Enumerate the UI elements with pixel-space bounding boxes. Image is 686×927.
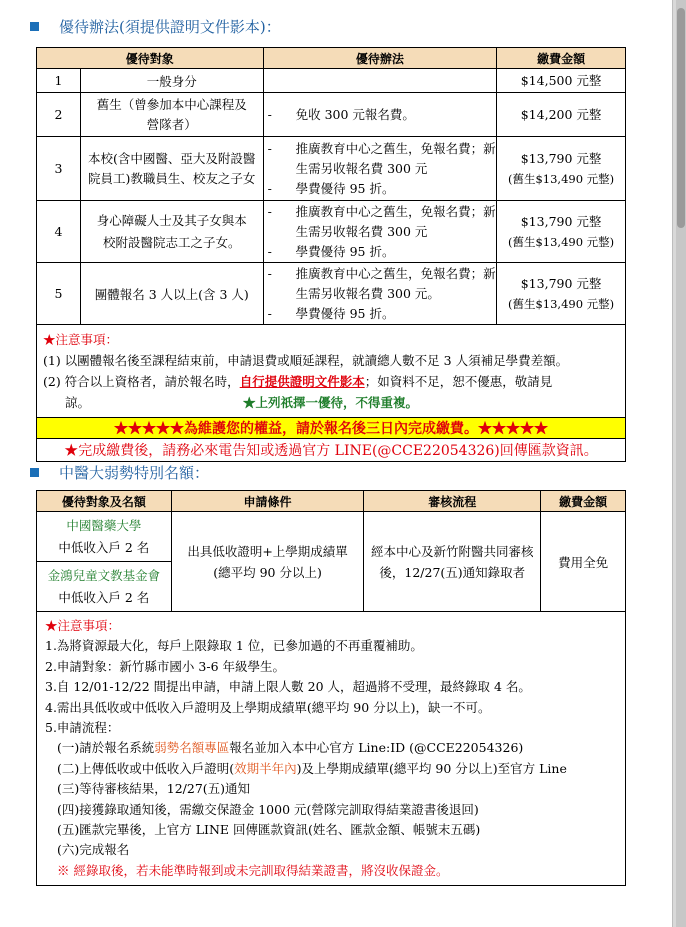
row-fee-old: (舊生$13,490 元整) bbox=[507, 296, 615, 311]
table-row: 2 舊生（曾參加本中心課程及營隊者） - 免收 300 元報名費。 $14,200 元整 bbox=[37, 93, 626, 137]
header-condition: 申請條件 bbox=[171, 491, 364, 512]
note-single-discount: ★上列祇擇一優待，不得重複。 bbox=[243, 395, 419, 410]
row-fee: $14,200 元整 bbox=[497, 93, 626, 137]
note-3: 3.自 12/01-12/22 間提出申請，申請上限人數 20 人，超過將不受理，最終錄取 4 名。 bbox=[45, 679, 531, 695]
section2-heading bbox=[30, 462, 209, 483]
line-notice: ★完成繳費後，請務必來電告知或透過官方 LINE(@CCE22054326)回傳匯款資訊。 bbox=[37, 439, 626, 462]
square-bullet-icon bbox=[30, 22, 39, 31]
section1-title: 優待辦法(須提供證明文件影本)： bbox=[59, 18, 281, 36]
step-3: (三)等待審核結果，12/27(五)通知 bbox=[57, 781, 251, 797]
table-row: 3 本校(含中國醫、亞大及附設醫院員工)教職員生、校友之子女 - 推廣教育中心之舊生，免報名費；新生需另收報名費 300 元 - 學費優待 95 折。 $13,790 元整 (舊生$13,490 元整) bbox=[37, 137, 626, 201]
table-row: 5 團體報名 3 人以上(含 3 人) - 推廣教育中心之舊生，免報名費；新生需另收報名費 300 元。 - 學費優待 95 折。 $13,790 元整 (舊生$13,490 元整) bbox=[37, 263, 626, 325]
row-number: 3 bbox=[37, 137, 81, 201]
org-cmu-quota: 中低收入戶 2 名 bbox=[58, 539, 150, 555]
deposit-warning: ※ 經錄取後，若未能準時報到或未完訓取得結業證書，將沒收保證金。 bbox=[57, 862, 449, 878]
header-fee: 繳費金額 bbox=[497, 48, 626, 69]
notes-title: ★注意事項： bbox=[45, 618, 121, 633]
org-foundation-quota: 中低收入戶 2 名 bbox=[58, 589, 150, 605]
row-fee-old: (舊生$13,490 元整) bbox=[507, 234, 615, 249]
row-target: 本校(含中國醫、亞大及附設醫院員工)教職員生、校友之子女 bbox=[80, 137, 263, 201]
step-2: (二)上傳低收或中低收入戶證明(效期半年內)及上學期成績單(總平均 90 分以上)至官方 Line bbox=[57, 760, 567, 776]
note-5: 5.申請流程： bbox=[45, 720, 120, 736]
note-2: 2.申請對象：新竹縣市國小 3-6 年級學生。 bbox=[45, 658, 286, 674]
row-number: 1 bbox=[37, 69, 81, 93]
row-fee-old: (舊生$13,490 元整) bbox=[507, 171, 615, 186]
highlight-validity: 效期半年內 bbox=[234, 760, 297, 776]
section1-heading bbox=[30, 16, 281, 37]
row-method-2: 學費優待 95 折。 bbox=[295, 180, 395, 196]
row-number: 2 bbox=[37, 93, 81, 137]
row-fee: $13,790 元整 bbox=[520, 213, 602, 229]
highlight-special-zone: 弱勢名額專區 bbox=[154, 740, 230, 756]
note-1: 1.為將資源最大化，每戶上限錄取 1 位，已參加過的不再重覆補助。 bbox=[45, 638, 423, 654]
note-1: (1) 以團體報名後至課程結束前，申請退費或順延課程，就讀總人數不足 3 人須補足學費差額。 bbox=[43, 353, 569, 368]
header-quota: 優待對象及名額 bbox=[37, 491, 172, 512]
highlight-proof: 自行提供證明文件影本 bbox=[239, 374, 365, 389]
section2-title: 中醫大弱勢特別名額： bbox=[59, 464, 210, 482]
step-4: (四)接獲錄取通知後，需繳交保證金 1000 元(營隊完訓取得結業證書後退回) bbox=[57, 801, 479, 817]
row-method-2: 學費優待 95 折。 bbox=[295, 243, 395, 259]
row-number: 5 bbox=[37, 263, 81, 325]
row-fee: $14,500 元整 bbox=[497, 69, 626, 93]
row-fee: $13,790 元整 bbox=[520, 150, 602, 166]
row-method-1: 推廣教育中心之舊生，免報名費；新生需另收報名費 300 元 bbox=[295, 140, 496, 176]
special-quota-table bbox=[36, 490, 626, 886]
header-target: 優待對象 bbox=[37, 48, 264, 69]
square-bullet-icon bbox=[30, 468, 39, 477]
org-foundation: 金鴻兒童文教基金會 bbox=[47, 567, 161, 583]
header-fee: 繳費金額 bbox=[541, 491, 626, 512]
row-target: 一般身分 bbox=[80, 69, 263, 93]
note-4: 4.需出具低收或中低收入戶證明及上學期成績單(總平均 90 分以上)，缺一不可。 bbox=[45, 699, 491, 715]
row-method: 免收 300 元報名費。 bbox=[295, 106, 415, 122]
row-method-2: 學費優待 95 折。 bbox=[295, 305, 395, 321]
row-target: 團體報名 3 人以上(含 3 人) bbox=[80, 263, 263, 325]
row-number: 4 bbox=[37, 201, 81, 263]
org-cmu: 中國醫藥大學 bbox=[66, 517, 142, 533]
table-row bbox=[37, 69, 626, 93]
note-2: (2) 符合以上資格者，請於報名時，自行提供證明文件影本；如資料不足，恕不優惠，敬請見 bbox=[43, 374, 553, 389]
apply-condition: 出具低收證明+上學期成績單(總平均 90 分以上) bbox=[171, 512, 364, 612]
row-target: 身心障礙人士及其子女與本校附設醫院志工之子女。 bbox=[80, 201, 263, 263]
header-method: 優待辦法 bbox=[263, 48, 497, 69]
review-process: 經本中心及新竹附醫共同審核後，12/27(五)通知錄取者 bbox=[364, 512, 541, 612]
notes-title: ★注意事項： bbox=[43, 332, 119, 347]
notes-box: ★注意事項： (1) 以團體報名後至課程結束前，申請退費或順延課程，就讀總人數不足 3 人須補足學費差額。 (2) 符合以上資格者，請於報名時，自行提供證明文件影本；如資料不足，恕不優惠，敬請見 諒。 ★上列祇擇一優待，不得重複。 bbox=[37, 325, 626, 418]
table-row: 4 身心障礙人士及其子女與本校附設醫院志工之子女。 - 推廣教育中心之舊生，免報名費；新生需另收報名費 300 元 - 學費優待 95 折。 $13,790 元整 (舊生$13,490 元整) bbox=[37, 201, 626, 263]
step-1: (一)請於報名系統弱勢名額專區報名並加入本中心官方 Line:ID (@CCE22054326) bbox=[57, 740, 524, 756]
notes-box-2 bbox=[37, 612, 626, 886]
row-method-1: 推廣教育中心之舊生，免報名費；新生需另收報名費 300 元 bbox=[295, 203, 496, 239]
row-fee: $13,790 元整 bbox=[520, 275, 602, 291]
fee-free: 費用全免 bbox=[541, 512, 626, 612]
step-5: (五)匯款完畢後，上官方 LINE 回傳匯款資訊(姓名、匯款金額、帳號末五碼) bbox=[57, 822, 481, 838]
step-6: (六)完成報名 bbox=[57, 842, 130, 858]
scrollbar-thumb[interactable] bbox=[677, 8, 685, 228]
payment-deadline-banner: ★★★★★為維護您的權益，請於報名後三日內完成繳費。★★★★★ bbox=[37, 418, 626, 439]
discount-table bbox=[36, 47, 626, 462]
row-target: 舊生（曾參加本中心課程及營隊者） bbox=[80, 93, 263, 137]
row-method-1: 推廣教育中心之舊生，免報名費；新生需另收報名費 300 元。 bbox=[295, 265, 496, 301]
header-review: 審核流程 bbox=[364, 491, 541, 512]
